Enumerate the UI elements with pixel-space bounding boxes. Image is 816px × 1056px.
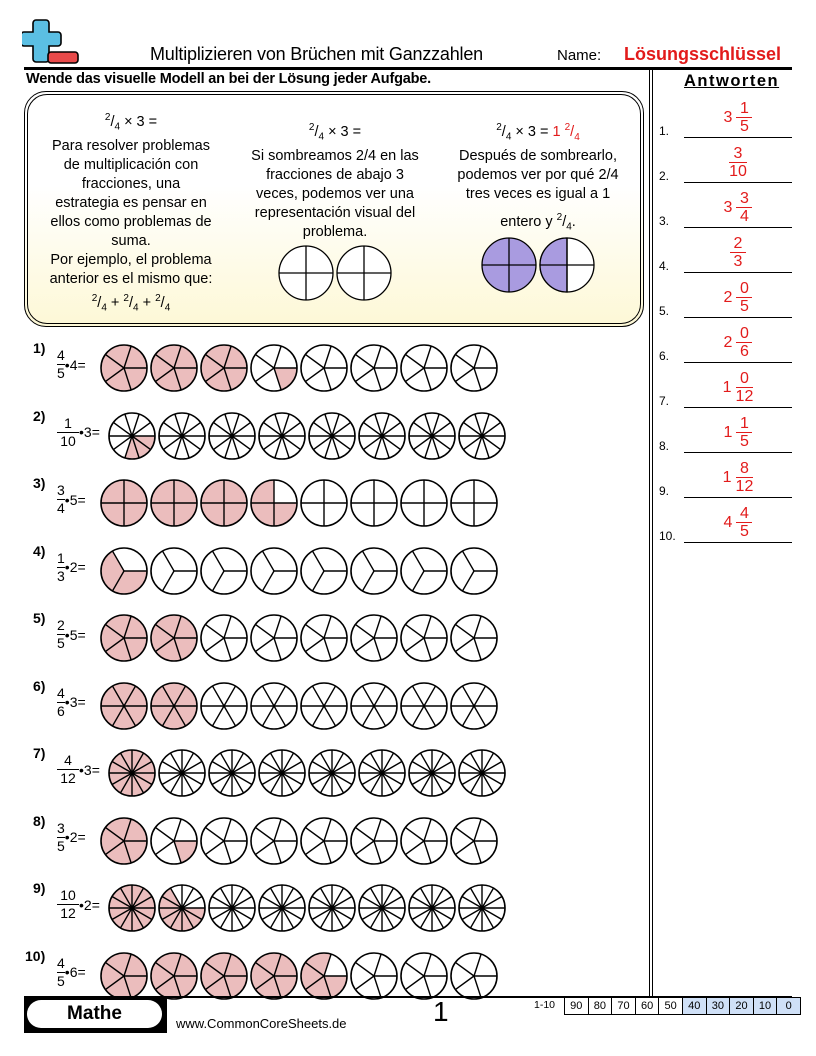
problem-fraction: $\frac{3}{4}$ [57,482,65,516]
fraction-circle [401,615,447,661]
fraction-circle [401,345,447,391]
fraction-circle [101,480,147,526]
problem-number: 1) [33,340,46,356]
fraction-circle [101,345,147,391]
fraction-circle [301,953,347,999]
problem-expression [57,686,86,719]
answer-number: 4. [659,259,670,273]
problem-row [0,745,650,805]
answer-value: 1 $\frac{1}{5}$ [684,415,792,450]
fraction-circle [209,885,255,931]
fraction-circle [351,480,397,526]
fraction-circle [151,480,197,526]
fraction-circles [108,880,528,936]
problem-number: 9) [33,880,46,896]
fraction-circle [201,953,247,999]
example-explanation: Después de sombrearlo, podemos ver por qué 2/4 tres veces es igual a 1 entero y $^2/_4$. [457,147,619,233]
problem-fraction: $\frac{4}{5}$ [57,954,65,989]
fraction-circles [100,813,520,869]
score-range-label: 1-10 [534,999,556,1011]
fraction-circle [359,413,405,459]
problem-expression [57,483,86,516]
problem-fraction: $\frac{1}{10}$ [57,416,79,449]
score-cell: 30 [706,998,730,1014]
fraction-circle [101,615,147,661]
score-cell: 20 [729,998,753,1014]
problem-multiplier: •4= [64,356,86,373]
fraction-circle [451,953,497,999]
problem-number: 6) [33,677,46,694]
example-col-3 [443,118,633,302]
fraction-circles [108,408,528,464]
problem-expression [57,956,86,989]
fraction-circle [459,413,505,459]
problem-fraction: $\frac{3}{5}$ [57,819,65,854]
fraction-circle [451,345,497,391]
instructions: Wende das visuelle Modell an bei der Lösung jeder Aufgabe. [26,71,431,87]
subject-label: Mathe [27,1000,162,1028]
answer-number: 10. [659,529,676,543]
problem-number: 7) [33,745,46,761]
fraction-circle [401,548,447,594]
answer-number: 5. [659,304,670,318]
answer-row [657,499,792,543]
problem-number: 2) [33,407,46,424]
problem-row [0,543,650,603]
answer-line [684,407,792,408]
fraction-circle [101,818,147,864]
answers-title: Antworten [684,72,780,90]
problem-fraction: $\frac{4}{12}$ [57,753,79,786]
problem-fraction: $\frac{2}{5}$ [57,617,65,651]
problem-number: 3) [33,475,46,491]
fraction-circle [201,548,247,594]
answer-line [684,317,792,318]
fraction-circle [159,750,205,796]
example-sum: $^2/_4 + ^2/_4 + ^2/_4$ [91,292,171,314]
answer-number: 6. [659,349,670,363]
score-cell: 90 [570,1000,583,1012]
example-quarter-circles-shaded [478,236,598,296]
problem-expression [57,348,86,381]
answer-line [684,272,792,273]
fraction-circle [301,683,347,729]
answer-line [684,227,792,228]
problem-multiplier: •5= [64,491,86,508]
problem-multiplier: •3= [79,761,100,778]
fraction-circle [451,615,497,661]
fraction-circle [309,750,355,796]
problem-expression [57,821,86,854]
name-label: Name: [557,47,602,64]
problem-multiplier: •2= [79,896,100,913]
problem-number: 4) [33,542,46,559]
problem-row [0,475,650,535]
fraction-circle [409,413,455,459]
fraction-circle [201,683,247,729]
fraction-circle [451,480,497,526]
fraction-circles [100,678,520,734]
answer-number: 7. [659,394,670,408]
problem-row [0,610,650,670]
answer-number: 3. [659,214,670,228]
fraction-circle [401,683,447,729]
answer-number: 1. [659,124,670,138]
problem-multiplier: •3= [64,694,86,710]
fraction-circle [251,548,297,594]
score-cell: 80 [588,998,612,1014]
fraction-circle [159,885,205,931]
fraction-circle [351,345,397,391]
fraction-circle [159,413,205,459]
problem-expression [57,888,100,921]
example-expression: $^2/_4 \times 3 = 1$ $^2/_4$ [496,122,580,143]
answer-line [684,452,792,453]
logo-icon [22,18,82,68]
fraction-circle [301,818,347,864]
answer-value: 1 $\frac{8}{12}$ [722,460,754,495]
problem-multiplier: •2= [64,559,86,575]
score-cell: 0 [776,998,800,1014]
fraction-circle [151,818,197,864]
fraction-circle [459,885,505,931]
answer-value: $\frac{2}{3}$ [684,235,792,270]
answer-value: 3 $\frac{1}{5}$ [684,100,792,135]
problem-number: 10) [25,947,46,964]
problem-row [0,678,650,738]
fraction-circle [251,818,297,864]
header-rule [24,67,792,70]
fraction-circle [201,345,247,391]
fraction-circle [351,953,397,999]
answer-line [684,497,792,498]
problem-row [0,880,650,940]
fraction-circle [101,683,147,729]
answer-number: 2. [659,169,670,183]
problem-expression [57,416,100,449]
fraction-circle [409,750,455,796]
fraction-circles [100,340,520,396]
example-col-2 [235,118,435,310]
fraction-circle [459,750,505,796]
score-cell: 50 [658,998,682,1014]
fraction-circle [351,818,397,864]
example-quarter-circles-empty [275,244,395,304]
problem-fraction: $\frac{4}{5}$ [57,347,65,381]
answer-row [657,229,792,273]
fraction-circle [209,413,255,459]
fraction-circle [151,683,197,729]
fraction-circle [259,885,305,931]
fraction-circle [201,818,247,864]
fraction-circle [251,615,297,661]
fraction-circle [359,885,405,931]
fraction-circle [301,548,347,594]
answer-value: 1 $\frac{0}{12}$ [722,370,754,405]
page-number: 1 [433,996,449,1027]
problem-fraction: $\frac{1}{3}$ [57,549,65,584]
score-table [564,997,801,1015]
fraction-circle [251,480,297,526]
fraction-circle [151,345,197,391]
site-url: www.CommonCoreSheets.de [176,1016,347,1031]
problem-multiplier: •6= [64,964,86,980]
problem-expression [57,618,86,651]
answer-row [657,409,792,453]
fraction-circles [100,543,520,599]
fraction-circle [151,615,197,661]
fraction-circle [109,885,155,931]
fraction-circle [201,480,247,526]
problem-fraction: $\frac{10}{12}$ [57,888,79,921]
answer-line [684,542,792,543]
fraction-circle [201,615,247,661]
problem-expression [57,753,100,786]
problem-multiplier: •3= [79,424,100,440]
fraction-circle [151,548,197,594]
problem-expression [57,551,86,584]
fraction-circle [451,548,497,594]
example-col-1 [31,108,231,317]
answer-row [657,184,792,228]
example-explanation: Para resolver problemas de multiplicación con fracciones, una estrategia es pensar en ellos como problemas de suma. Por ejemplo, el problema anterior es el mismo que: [49,137,213,287]
fraction-circle [109,750,155,796]
fraction-circles [100,475,520,531]
fraction-circle [251,683,297,729]
fraction-circle [451,683,497,729]
fraction-circle [301,480,347,526]
answer-value: 2 $\frac{0}{5}$ [684,280,792,315]
fraction-circle [401,818,447,864]
fraction-circle [351,615,397,661]
answer-row [657,454,792,498]
problem-row [0,813,650,873]
fraction-circle [351,683,397,729]
fraction-circle [301,615,347,661]
fraction-circle [251,953,297,999]
problem-fraction: $\frac{4}{6}$ [57,684,65,719]
fraction-circle [451,818,497,864]
answer-value: $\frac{3}{10}$ [729,145,747,180]
example-box [24,91,644,327]
answer-row [657,139,792,183]
answer-value: 2 $\frac{0}{6}$ [684,325,792,360]
fraction-circles [100,610,520,666]
answer-value: 3 $\frac{3}{4}$ [684,190,792,225]
answer-row [657,94,792,138]
answer-row [657,319,792,363]
fraction-circles [108,745,528,801]
answer-value: 4 $\frac{4}{5}$ [684,505,792,540]
fraction-circle [401,953,447,999]
answer-line [684,362,792,363]
subject-badge [24,997,167,1033]
fraction-circle [301,345,347,391]
example-explanation: Si sombreamos 2/4 en las fracciones de abajo 3 veces, podemos ver una representación visual del problema. [251,147,419,240]
problem-number: 5) [33,610,46,626]
score-cell: 70 [611,998,635,1014]
fraction-circle [309,413,355,459]
name-value: Lösungsschlüssel [624,44,782,64]
fraction-circle [401,480,447,526]
answer-number: 8. [659,439,670,453]
answer-row [657,274,792,318]
example-expression: $^2/_4 \times 3$ = [104,112,158,133]
problem-row [0,340,650,400]
score-cell: 60 [635,998,659,1014]
answer-row [657,364,792,408]
problem-multiplier: •2= [64,829,86,845]
fraction-circle [101,548,147,594]
example-expression: $^2/_4 \times 3$ = [308,122,362,143]
answer-line [684,137,792,138]
fraction-circle [259,413,305,459]
answer-line [684,182,792,183]
worksheet-title: Multiplizieren von Brüchen mit Ganzzahlen [150,44,483,64]
fraction-circle [309,885,355,931]
score-cell: 40 [682,998,706,1014]
problem-number: 8) [33,812,46,829]
fraction-circle [359,750,405,796]
score-cell: 10 [753,998,777,1014]
fraction-circle [259,750,305,796]
fraction-circle [351,548,397,594]
problem-multiplier: •5= [64,626,86,643]
fraction-circle [109,413,155,459]
fraction-circle [101,953,147,999]
fraction-circle [251,345,297,391]
problem-row [0,408,650,468]
fraction-circle [151,953,197,999]
answer-number: 9. [659,484,670,498]
fraction-circle [209,750,255,796]
fraction-circle [409,885,455,931]
